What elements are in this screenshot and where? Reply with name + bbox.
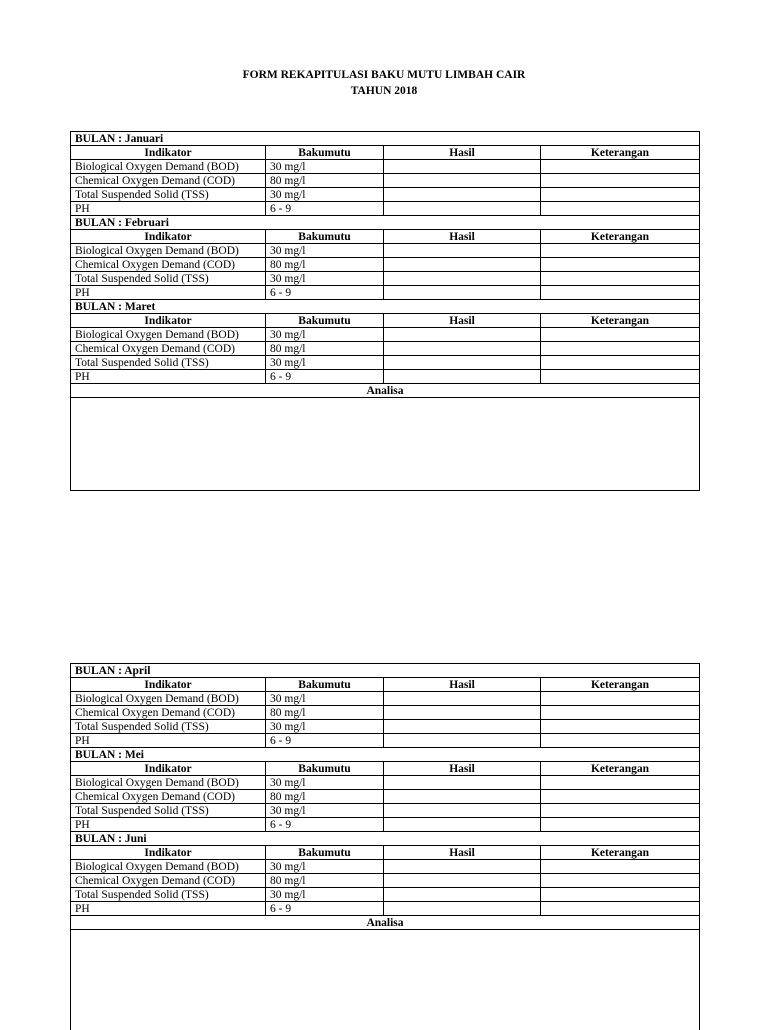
cell-keterangan[interactable] [541,328,700,342]
cell-keterangan[interactable] [541,818,700,832]
cell-bakumutu: 6 - 9 [266,370,384,384]
table-row [71,202,700,216]
month-row [71,664,700,678]
cell-bakumutu: 6 - 9 [266,734,384,748]
cell-hasil[interactable] [384,370,541,384]
cell-indikator: Total Suspended Solid (TSS) [71,272,266,286]
cell-keterangan[interactable] [541,258,700,272]
header-keterangan: Keterangan [541,762,700,776]
cell-indikator: PH [71,370,266,384]
cell-indikator: Total Suspended Solid (TSS) [71,356,266,370]
cell-bakumutu: 80 mg/l [266,258,384,272]
cell-indikator: Chemical Oxygen Demand (COD) [71,258,266,272]
cell-hasil[interactable] [384,174,541,188]
cell-bakumutu: 30 mg/l [266,804,384,818]
header-indikator: Indikator [71,762,266,776]
table-row [71,692,700,706]
analisa-field[interactable] [71,930,700,1030]
header-keterangan: Keterangan [541,230,700,244]
cell-hasil[interactable] [384,692,541,706]
cell-bakumutu: 6 - 9 [266,902,384,916]
cell-hasil[interactable] [384,328,541,342]
cell-indikator: Chemical Oxygen Demand (COD) [71,706,266,720]
cell-hasil[interactable] [384,244,541,258]
table-row [71,804,700,818]
table-row [71,188,700,202]
header-keterangan: Keterangan [541,678,700,692]
cell-hasil[interactable] [384,356,541,370]
header-bakumutu: Bakumutu [266,678,384,692]
header-bakumutu: Bakumutu [266,230,384,244]
cell-bakumutu: 30 mg/l [266,720,384,734]
cell-hasil[interactable] [384,874,541,888]
table-row [71,734,700,748]
analisa-field[interactable] [71,398,700,491]
column-header-row [71,846,700,860]
cell-keterangan[interactable] [541,174,700,188]
cell-bakumutu: 80 mg/l [266,174,384,188]
table-row [71,160,700,174]
analisa-box-row [71,930,700,1030]
cell-keterangan[interactable] [541,160,700,174]
cell-indikator: Biological Oxygen Demand (BOD) [71,328,266,342]
cell-indikator: Biological Oxygen Demand (BOD) [71,244,266,258]
month-label: BULAN : Februari [71,216,700,230]
month-row [71,132,700,146]
rekap-table-q1 [70,131,700,491]
month-label: BULAN : Maret [71,300,700,314]
cell-bakumutu: 6 - 9 [266,286,384,300]
cell-hasil[interactable] [384,202,541,216]
cell-keterangan[interactable] [541,776,700,790]
month-row [71,300,700,314]
cell-indikator: PH [71,818,266,832]
column-header-row [71,762,700,776]
month-label: BULAN : April [71,664,700,678]
analisa-box-row [71,398,700,491]
table-body [71,664,700,1030]
cell-hasil[interactable] [384,272,541,286]
cell-keterangan[interactable] [541,888,700,902]
cell-keterangan[interactable] [541,370,700,384]
cell-hasil[interactable] [384,734,541,748]
cell-indikator: Biological Oxygen Demand (BOD) [71,860,266,874]
cell-indikator: Biological Oxygen Demand (BOD) [71,160,266,174]
table-body [71,132,700,491]
cell-bakumutu: 30 mg/l [266,272,384,286]
cell-bakumutu: 6 - 9 [266,202,384,216]
header-bakumutu: Bakumutu [266,314,384,328]
month-label: BULAN : Juni [71,832,700,846]
cell-keterangan[interactable] [541,692,700,706]
header-hasil: Hasil [384,678,541,692]
cell-indikator: PH [71,902,266,916]
cell-indikator: Total Suspended Solid (TSS) [71,804,266,818]
cell-hasil[interactable] [384,286,541,300]
table-row [71,874,700,888]
cell-hasil[interactable] [384,258,541,272]
cell-indikator: Total Suspended Solid (TSS) [71,720,266,734]
rekap-table-q2 [70,663,700,1030]
table-row [71,776,700,790]
cell-bakumutu: 30 mg/l [266,160,384,174]
cell-keterangan[interactable] [541,706,700,720]
cell-bakumutu: 80 mg/l [266,342,384,356]
header-keterangan: Keterangan [541,146,700,160]
column-header-row [71,230,700,244]
header-bakumutu: Bakumutu [266,846,384,860]
cell-hasil[interactable] [384,706,541,720]
table-row [71,818,700,832]
table-row [71,888,700,902]
header-indikator: Indikator [71,314,266,328]
table-row [71,790,700,804]
cell-keterangan[interactable] [541,356,700,370]
table-row [71,720,700,734]
cell-keterangan[interactable] [541,272,700,286]
table-row [71,272,700,286]
header-hasil: Hasil [384,314,541,328]
table-row [71,286,700,300]
cell-bakumutu: 30 mg/l [266,888,384,902]
cell-keterangan[interactable] [541,286,700,300]
cell-indikator: Chemical Oxygen Demand (COD) [71,790,266,804]
header-hasil: Hasil [384,230,541,244]
form-title: FORM REKAPITULASI BAKU MUTU LIMBAH CAIR [0,67,768,83]
cell-bakumutu: 6 - 9 [266,818,384,832]
table-row [71,328,700,342]
month-row [71,748,700,762]
table-row [71,370,700,384]
header-keterangan: Keterangan [541,846,700,860]
analisa-header-row [71,916,700,930]
cell-bakumutu: 80 mg/l [266,790,384,804]
cell-keterangan[interactable] [541,790,700,804]
header-bakumutu: Bakumutu [266,762,384,776]
header-bakumutu: Bakumutu [266,146,384,160]
cell-indikator: PH [71,202,266,216]
cell-keterangan[interactable] [541,860,700,874]
cell-indikator: PH [71,734,266,748]
table-row [71,174,700,188]
cell-indikator: Chemical Oxygen Demand (COD) [71,874,266,888]
header-hasil: Hasil [384,762,541,776]
header-hasil: Hasil [384,146,541,160]
table-row [71,356,700,370]
analisa-label: Analisa [71,384,700,398]
cell-keterangan[interactable] [541,720,700,734]
column-header-row [71,146,700,160]
cell-bakumutu: 30 mg/l [266,692,384,706]
cell-hasil[interactable] [384,902,541,916]
cell-keterangan[interactable] [541,804,700,818]
analisa-header-row [71,384,700,398]
cell-hasil[interactable] [384,804,541,818]
cell-keterangan[interactable] [541,902,700,916]
cell-keterangan[interactable] [541,874,700,888]
table-row [71,860,700,874]
cell-indikator: Total Suspended Solid (TSS) [71,188,266,202]
cell-keterangan[interactable] [541,202,700,216]
cell-hasil[interactable] [384,160,541,174]
cell-hasil[interactable] [384,790,541,804]
cell-bakumutu: 30 mg/l [266,244,384,258]
cell-bakumutu: 30 mg/l [266,356,384,370]
analisa-label: Analisa [71,916,700,930]
cell-bakumutu: 30 mg/l [266,188,384,202]
header-indikator: Indikator [71,846,266,860]
cell-hasil[interactable] [384,818,541,832]
cell-bakumutu: 30 mg/l [266,776,384,790]
cell-hasil[interactable] [384,720,541,734]
table-row [71,902,700,916]
cell-hasil[interactable] [384,188,541,202]
table-row [71,706,700,720]
cell-indikator: Biological Oxygen Demand (BOD) [71,692,266,706]
cell-hasil[interactable] [384,888,541,902]
header-indikator: Indikator [71,230,266,244]
form-year: TAHUN 2018 [0,83,768,99]
cell-hasil[interactable] [384,776,541,790]
table-row [71,342,700,356]
column-header-row [71,678,700,692]
cell-indikator: Biological Oxygen Demand (BOD) [71,776,266,790]
cell-indikator: Total Suspended Solid (TSS) [71,888,266,902]
cell-indikator: Chemical Oxygen Demand (COD) [71,342,266,356]
month-label: BULAN : Mei [71,748,700,762]
month-row [71,832,700,846]
table-row [71,258,700,272]
cell-keterangan[interactable] [541,342,700,356]
cell-keterangan[interactable] [541,244,700,258]
cell-bakumutu: 80 mg/l [266,706,384,720]
cell-hasil[interactable] [384,860,541,874]
cell-bakumutu: 30 mg/l [266,328,384,342]
cell-keterangan[interactable] [541,734,700,748]
header-indikator: Indikator [71,146,266,160]
header-keterangan: Keterangan [541,314,700,328]
header-hasil: Hasil [384,846,541,860]
month-row [71,216,700,230]
table-row [71,244,700,258]
column-header-row [71,314,700,328]
cell-hasil[interactable] [384,342,541,356]
month-label: BULAN : Januari [71,132,700,146]
header-indikator: Indikator [71,678,266,692]
cell-bakumutu: 30 mg/l [266,860,384,874]
cell-bakumutu: 80 mg/l [266,874,384,888]
cell-indikator: PH [71,286,266,300]
cell-indikator: Chemical Oxygen Demand (COD) [71,174,266,188]
cell-keterangan[interactable] [541,188,700,202]
